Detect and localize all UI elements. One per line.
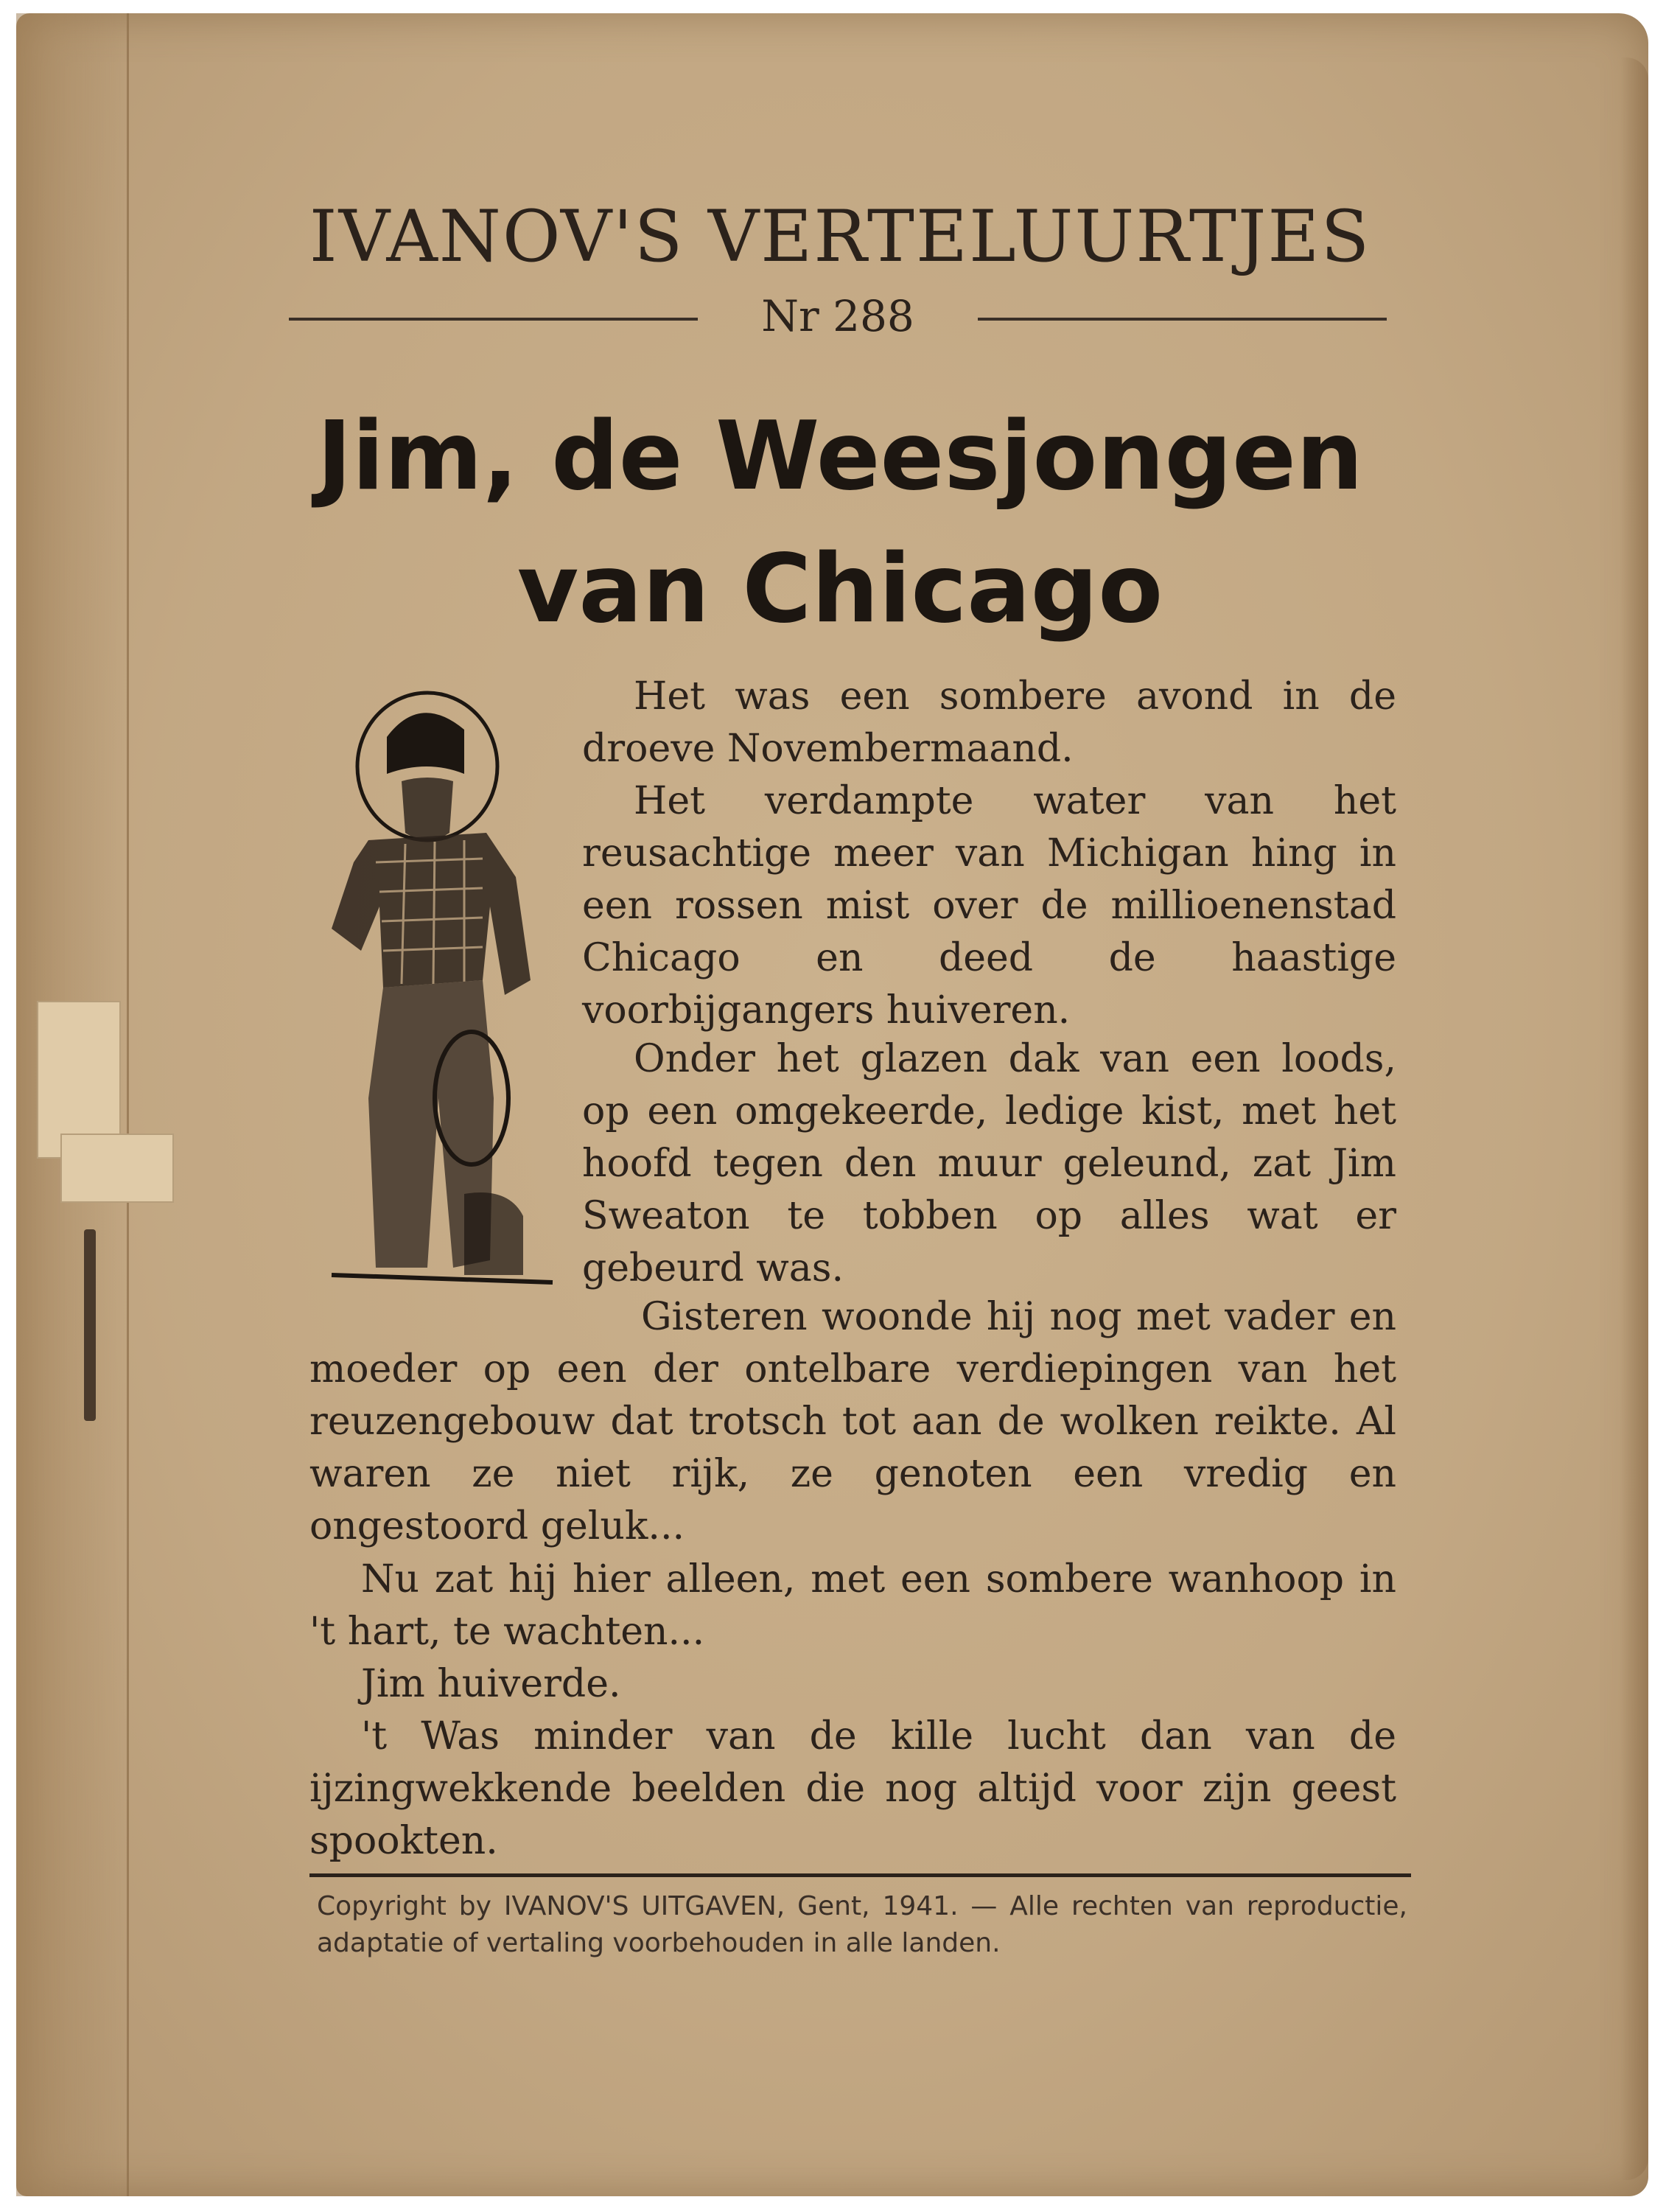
torn-paper-patch bbox=[60, 1134, 174, 1203]
copyright-notice: Copyright by IVANOV'S UITGAVEN, Gent, 1941. — Alle rechten van reproductie, adaptatie of vertaling voorbehouden in alle landen. bbox=[317, 1891, 1407, 1958]
footer-rule bbox=[309, 1873, 1411, 1877]
binding-staple bbox=[84, 1229, 96, 1421]
issue-number: Nr 288 bbox=[761, 291, 914, 341]
cowboy-illustration bbox=[317, 685, 567, 1297]
paragraph-7: 't Was minder van de kille lucht dan van de ijzingwekkende beelden die nog altijd voor zijn geest spookten. bbox=[309, 1714, 1396, 1863]
paragraph-2: Het verdampte water van het reusachtige meer van Michigan hing in een rossen mist over de millioenenstad Chicago en deed de haastige voorbijgangers huiveren. bbox=[582, 779, 1396, 1033]
paragraph-5: Nu zat hij hier alleen, met een sombere wanhoop in 't hart, te wachten... bbox=[309, 1557, 1396, 1654]
series-number-row bbox=[289, 291, 1387, 343]
series-title: IVANOV'S VERTELUURTJES bbox=[309, 195, 1371, 278]
book-title bbox=[0, 391, 1680, 656]
divider-rule-right bbox=[978, 318, 1387, 321]
book-title-line-1: Jim, de Weesjongen bbox=[317, 402, 1363, 511]
paragraph-4: Gisteren woonde hij nog met vader en moeder op een der ontelbare verdiepingen van het reuzengebouw dat trotsch tot aan de wolken reikte. Al waren ze niet rijk, ze genoten een vredig en ongestoord geluk... bbox=[309, 1295, 1396, 1548]
paragraph-3: Onder het glazen dak van een loods, op een omgekeerde, ledige kist, met het hoofd tegen den muur geleund, zat Jim Sweaton te tobben op alles wat er gebeurd was. bbox=[582, 1037, 1396, 1290]
paragraph-6: Jim huiverde. bbox=[361, 1662, 621, 1706]
paragraph-1: Het was een sombere avond in de droeve Novembermaand. bbox=[582, 674, 1396, 771]
page-edge bbox=[1620, 57, 1648, 2180]
book-title-line-2: van Chicago bbox=[517, 534, 1163, 644]
